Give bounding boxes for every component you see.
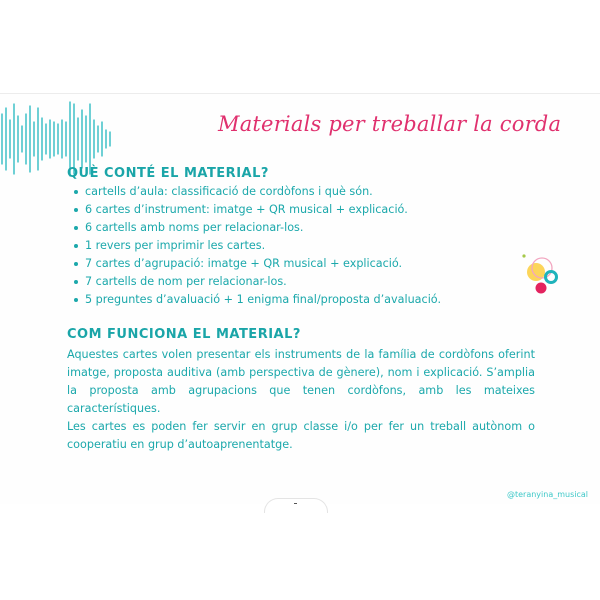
section-heading-contents: QUÈ CONTÉ EL MATERIAL? xyxy=(67,166,269,181)
contents-list xyxy=(72,183,441,309)
list-item: 6 cartells amb noms per relacionar-los. xyxy=(72,219,441,237)
how-it-works-text xyxy=(67,346,535,454)
slide xyxy=(0,93,600,504)
section-heading-how-it-works: COM FUNCIONA EL MATERIAL? xyxy=(67,327,301,342)
decorative-circles-icon xyxy=(516,252,566,296)
social-handle: @teranyina_musical xyxy=(506,490,588,499)
list-item: 7 cartes d’agrupació: imatge + QR musical + explicació. xyxy=(72,255,441,273)
list-item: 1 revers per imprimir les cartes. xyxy=(72,237,441,255)
dash-icon xyxy=(294,503,297,504)
list-item: cartells d’aula: classificació de cordòfons i què són. xyxy=(72,183,441,201)
paragraph: Les cartes es poden fer servir en grup classe i/o per fer un treball autònom o cooperatiu en grup d’autoaprenentatge. xyxy=(67,420,535,451)
list-item: 7 cartells de nom per relacionar-los. xyxy=(72,273,441,291)
carousel-scroll-button[interactable] xyxy=(264,498,328,513)
list-item: 5 preguntes d’avaluació + 1 enigma final/proposta d’avaluació. xyxy=(72,291,441,309)
list-item: 6 cartes d’instrument: imatge + QR musical + explicació. xyxy=(72,201,441,219)
paragraph: Aquestes cartes volen presentar els instruments de la família de cordòfons oferint imatge, proposta auditiva (amb perspectiva de gènere), nom i explicació. S’amplia la proposta amb agrupacions que tenen cordòfons, amb les mateixes característiques. xyxy=(67,348,535,415)
slide-title: Materials per treballar la corda xyxy=(218,112,562,136)
